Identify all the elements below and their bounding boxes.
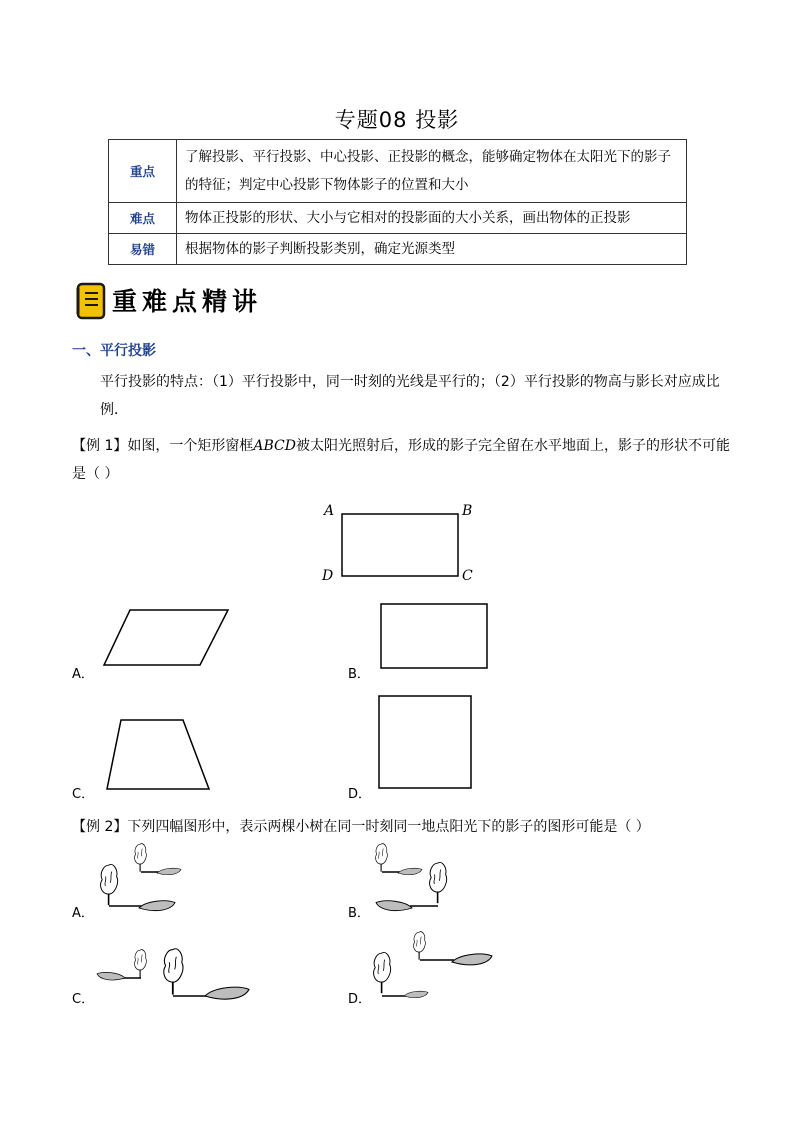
option-a-parallelogram — [100, 605, 235, 670]
small-tree-icon — [135, 950, 147, 978]
small-tree-shadow-icon — [398, 868, 422, 875]
point-label-a: A — [324, 503, 335, 519]
ex2-option-c-trees — [95, 940, 255, 1010]
small-tree-icon — [376, 844, 388, 872]
summary-row-key-points — [109, 140, 687, 203]
heading-parallel-projection: 一、平行投影 — [72, 343, 156, 359]
summary-row-difficulties — [109, 203, 687, 234]
summary-key: 难点 — [109, 203, 177, 234]
example1-question — [72, 432, 732, 488]
summary-value: 了解投影、平行投影、中心投影、正投影的概念，能够确定物体在太阳光下的影子的特征；判定中心投影下物体影子的位置和大小 — [177, 140, 687, 203]
ex1-option-b-label: B． — [348, 667, 370, 682]
ex2-option-d-trees — [368, 928, 498, 1008]
large-tree-icon — [101, 864, 118, 905]
small-tree-shadow-icon — [157, 868, 181, 875]
ex2-option-a-label: A． — [72, 906, 94, 921]
small-tree-icon — [135, 844, 147, 872]
point-label-d: D — [322, 568, 334, 584]
option-c-trapezoid — [103, 717, 215, 792]
large-tree-shadow-icon — [205, 987, 249, 999]
ex1-option-d-label: D． — [348, 787, 372, 802]
small-tree-shadow-icon — [97, 972, 125, 980]
large-tree-icon — [430, 862, 447, 903]
ex2-option-d-label: D． — [348, 992, 372, 1007]
ex2-option-b-trees — [368, 848, 463, 918]
point-label-b: B — [462, 503, 473, 519]
example1-prefix: 【例 1】如图，一个矩形窗框 — [72, 438, 254, 454]
summary-key: 易错 — [109, 234, 177, 265]
point-label-c: C — [462, 568, 473, 584]
ex1-option-c-label: C． — [72, 787, 95, 802]
ex1-option-a-label: A． — [72, 667, 94, 682]
notebook-icon — [76, 282, 106, 320]
large-tree-shadow-icon — [139, 901, 175, 911]
rectangle-frame — [342, 514, 458, 576]
large-tree-shadow-icon — [404, 991, 428, 998]
ex2-option-b-label: B． — [348, 906, 370, 921]
ex2-option-a-trees — [95, 848, 190, 918]
summary-table — [108, 139, 687, 265]
summary-value: 根据物体的影子判断投影类别，确定光源类型 — [177, 234, 687, 265]
ex2-option-c-label: C． — [72, 992, 95, 1007]
small-tree-icon — [414, 932, 426, 960]
para1-text: 平行投影的特点：（1）平行投影中，同一时刻的光线是平行的；（2）平行投影的物高与影长对应成比例． — [100, 374, 720, 418]
example1-suffix: 被太阳光照射后，形成的影子完全留在水平地面上，影子的形状不可能是（ ） — [72, 438, 730, 482]
option-d-square — [376, 693, 474, 791]
example2-question: 【例 2】下列四幅图形中，表示两棵小树在同一时刻同一地点阳光下的影子的图形可能是（ ） — [72, 819, 650, 835]
summary-value: 物体正投影的形状、大小与它相对的投影面的大小关系，画出物体的正投影 — [177, 203, 687, 234]
summary-row-pitfalls — [109, 234, 687, 265]
small-tree-shadow-icon — [452, 954, 492, 965]
section-title: 重难点精讲 — [112, 287, 263, 316]
rectangle-abcd-figure — [320, 500, 480, 590]
large-tree-icon — [164, 949, 183, 995]
summary-key: 重点 — [109, 140, 177, 203]
example1-variable: ABCD — [253, 438, 296, 454]
option-b-rectangle — [378, 601, 490, 671]
large-tree-shadow-icon — [376, 901, 412, 911]
page-title: 专题08 投影 — [334, 108, 460, 132]
large-tree-icon — [374, 952, 391, 993]
